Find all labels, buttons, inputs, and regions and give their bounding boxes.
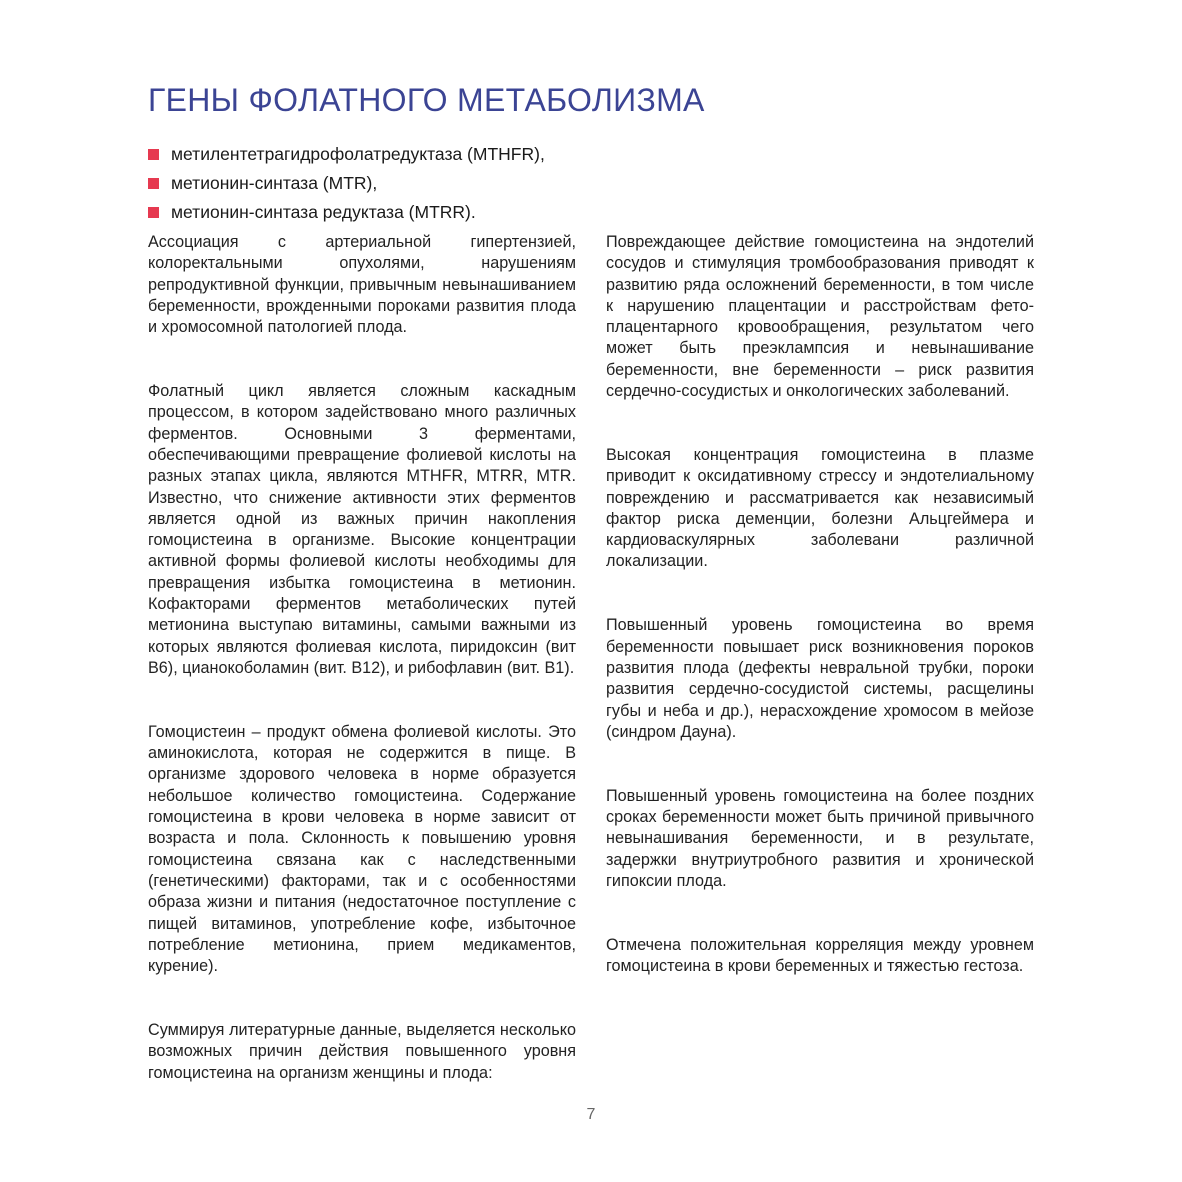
page-title: ГЕНЫ ФОЛАТНОГО МЕТАБОЛИЗМА bbox=[148, 82, 705, 118]
paragraph-endothelium: Повреждающее действие гомоцистеина на эндотелий сосудов и стимуляция тромбообразования приводят к развитию ряда осложнений беременности, в том числе к нарушению плацентации и расстройствам фето-плацентарного кровообращения, результатом чего может быть преэклампсия и невынашивание беременности, вне беременности – риск развития сердечно-сосудистых и онкологических заболеваний. bbox=[606, 233, 1034, 401]
paragraph-late-pregnancy: Повышенный уровень гомоцистеина на более поздних сроках беременности может быть причиной привычного невынашивания беременности, и в результате, задержки внутриутробного развития и хронической гипоксии плода. bbox=[606, 786, 1034, 890]
gene-item-mtrr bbox=[148, 198, 545, 227]
gene-item-mtr bbox=[148, 169, 545, 198]
gene-label: метилентетрагидрофолатредуктаза (MTHFR), bbox=[171, 144, 545, 164]
paragraph-plasma-concentration: Высокая концентрация гомоцистеина в плазме приводит к оксидативному стрессу и эндотелиальному повреждению и рассматривается как независимый фактор риска деменции, болезни Альцгеймера и кардиоваскулярных заболевани различной локализации. bbox=[606, 445, 1034, 571]
gene-item-mthfr bbox=[148, 140, 545, 169]
bullet-square-icon bbox=[148, 207, 159, 218]
page-number: 7 bbox=[586, 1106, 596, 1123]
paragraph-homocysteine: Гомоцистеин – продукт обмена фолиевой кислоты. Это аминокислота, которая не содержится в пище. В организме здорового человека в норме образуется небольшое количество гомоцистеина. Содержание гомоцистеина в крови человека в норме зависит от возраста и пола. Склонность к повышению уровня гомоцистеина связана как с наследственными (генетическими) факторами, так и с особенностями образа жизни и питания (недостаточное поступление с пищей витаминов, употребление кофе, избыточное потребление метионина, прием медикаментов, курение). bbox=[148, 722, 576, 976]
paragraph-folate-cycle: Фолатный цикл является сложным каскадным процессом, в котором задействовано много различных ферментов. Основными 3 ферментами, обеспечивающими превращение фолиевой кислоты на разных этапах цикла, являются MTHFR, MTRR, MTR. Известно, что снижение активности этих ферментов является одной из важных причин накопления гомоцистеина в организме. Высокие концентрации активной формы фолиевой кислоты необходимы для превращения избытка гомоцистеина в метионин. Кофакторами ферментов метаболических путей метионина выступаю витамины, самыми важными из которых являются фолиевая кислота, пиридоксин (вит В6), цианокоболамин (вит. В12), и рибофлавин (вит. В1). bbox=[148, 382, 576, 677]
left-text-column bbox=[148, 232, 576, 1126]
gene-list bbox=[148, 140, 545, 227]
paragraph-malformations: Повышенный уровень гомоцистеина во время беременности повышает риск возникновения пороков развития плода (дефекты невральной трубки, пороки развития сердечно-сосудистой системы, расщелины губы и неба и др.), нерасхождение хромосом в мейозе (синдром Дауна). bbox=[606, 616, 1034, 741]
paragraph-summary: Суммируя литературные данные, выделяется несколько возможных причин действия повышенного уровня гомоцистеина на организм женщины и плода: bbox=[148, 1020, 576, 1082]
paragraph-association: Ассоциация с артериальной гипертензией, колоректальными опухолями, нарушениям репродуктивной функции, привычным невынашиванием беременности, врожденными пороками развития плода и хромосомной патологией плода. bbox=[148, 233, 576, 337]
bullet-square-icon bbox=[148, 178, 159, 189]
paragraph-gestosis: Отмечена положительная корреляция между уровнем гомоцистеина в крови беременных и тяжестью гестоза. bbox=[606, 935, 1034, 976]
gene-label: метионин-синтаза редуктаза (MTRR). bbox=[171, 202, 476, 222]
gene-label: метионин-синтаза (MTR), bbox=[171, 173, 378, 193]
bullet-square-icon bbox=[148, 149, 159, 160]
right-text-column bbox=[606, 232, 1034, 1020]
